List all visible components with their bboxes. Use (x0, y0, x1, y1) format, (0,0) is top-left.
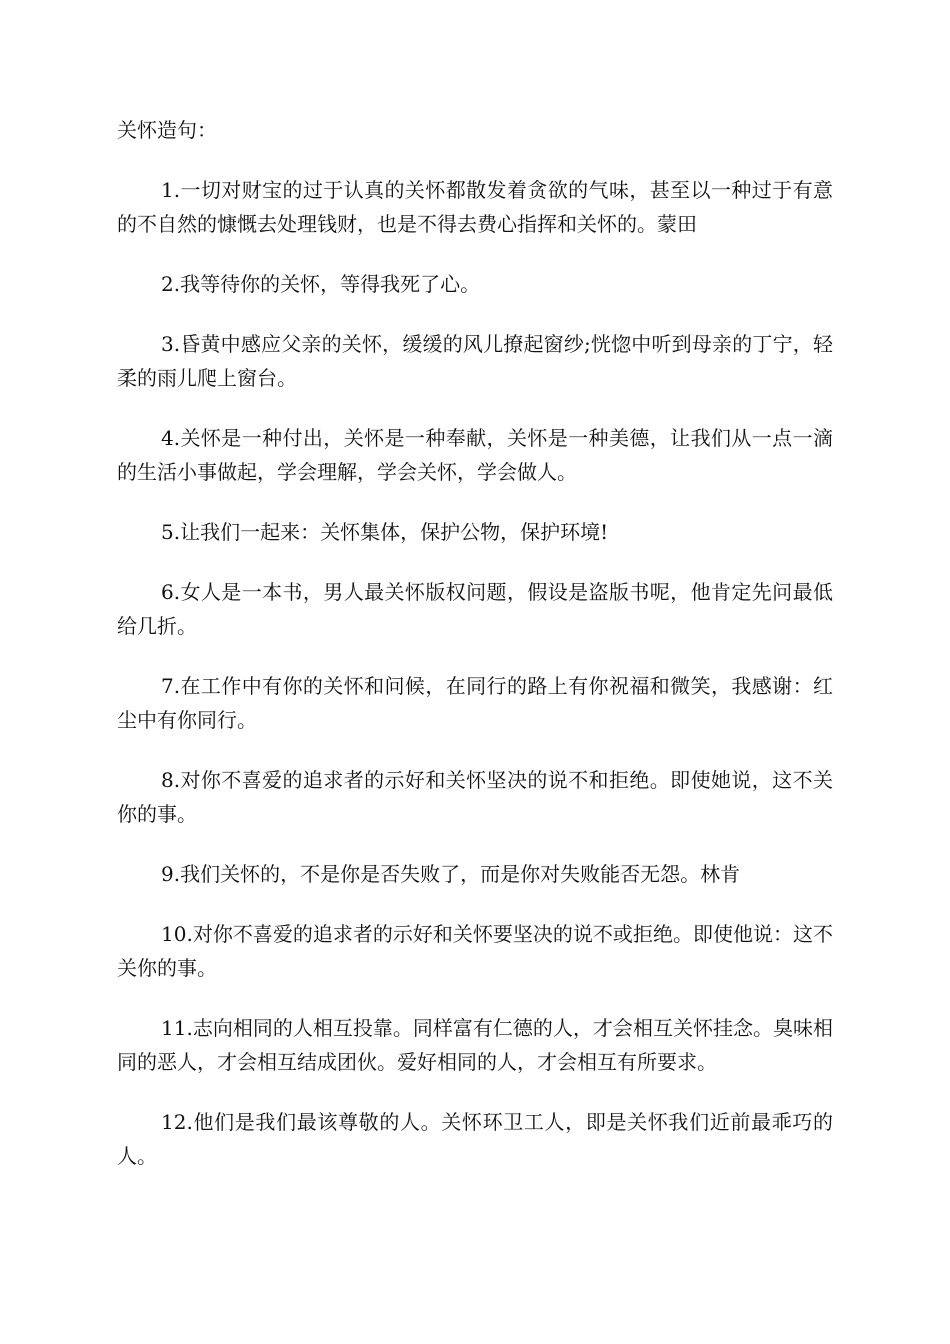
sentence-item: 6.女人是一本书，男人最关怀版权问题，假设是盗版书呢，他肯定先问最低给几折。 (117, 580, 833, 638)
sentence-item: 3.昏黄中感应父亲的关怀，缓缓的风儿撩起窗纱;恍惚中听到母亲的丁宁，轻柔的雨儿爬上窗台。 (117, 332, 833, 390)
sentence-item: 9.我们关怀的，不是你是否失败了，而是你对失败能否无怨。林肯 (161, 862, 741, 886)
sentence-item: 8.对你不喜爱的追求者的示好和关怀坚决的说不和拒绝。即使她说，这不关你的事。 (117, 768, 833, 826)
sentence-item: 5.让我们一起来：关怀集体，保护公物，保护环境! (161, 520, 609, 544)
sentence-item: 1.一切对财宝的过于认真的关怀都散发着贪欲的气味，甚至以一种过于有意的不自然的慷慨去处理钱财，也是不得去费心指挥和关怀的。蒙田 (117, 178, 833, 236)
document-body (117, 113, 833, 1199)
sentence-item: 4.关怀是一种付出，关怀是一种奉献，关怀是一种美德，让我们从一点一滴的生活小事做起，学会理解，学会关怀，学会做人。 (117, 426, 833, 484)
document-title: 关怀造句： (117, 118, 217, 142)
sentence-item: 10.对你不喜爱的追求者的示好和关怀要坚决的说不或拒绝。即使他说：这不关你的事。 (117, 922, 833, 980)
sentence-item: 2.我等待你的关怀，等得我死了心。 (161, 272, 481, 296)
sentence-item: 11.志向相同的人相互投靠。同样富有仁德的人，才会相互关怀挂念。臭味相同的恶人，才会相互结成团伙。爱好相同的人，才会相互有所要求。 (117, 1016, 833, 1074)
sentence-item: 12.他们是我们最该尊敬的人。关怀环卫工人，即是关怀我们近前最乖巧的人。 (117, 1110, 833, 1168)
sentence-item: 7.在工作中有你的关怀和问候，在同行的路上有你祝福和微笑，我感谢：红尘中有你同行。 (117, 674, 833, 732)
